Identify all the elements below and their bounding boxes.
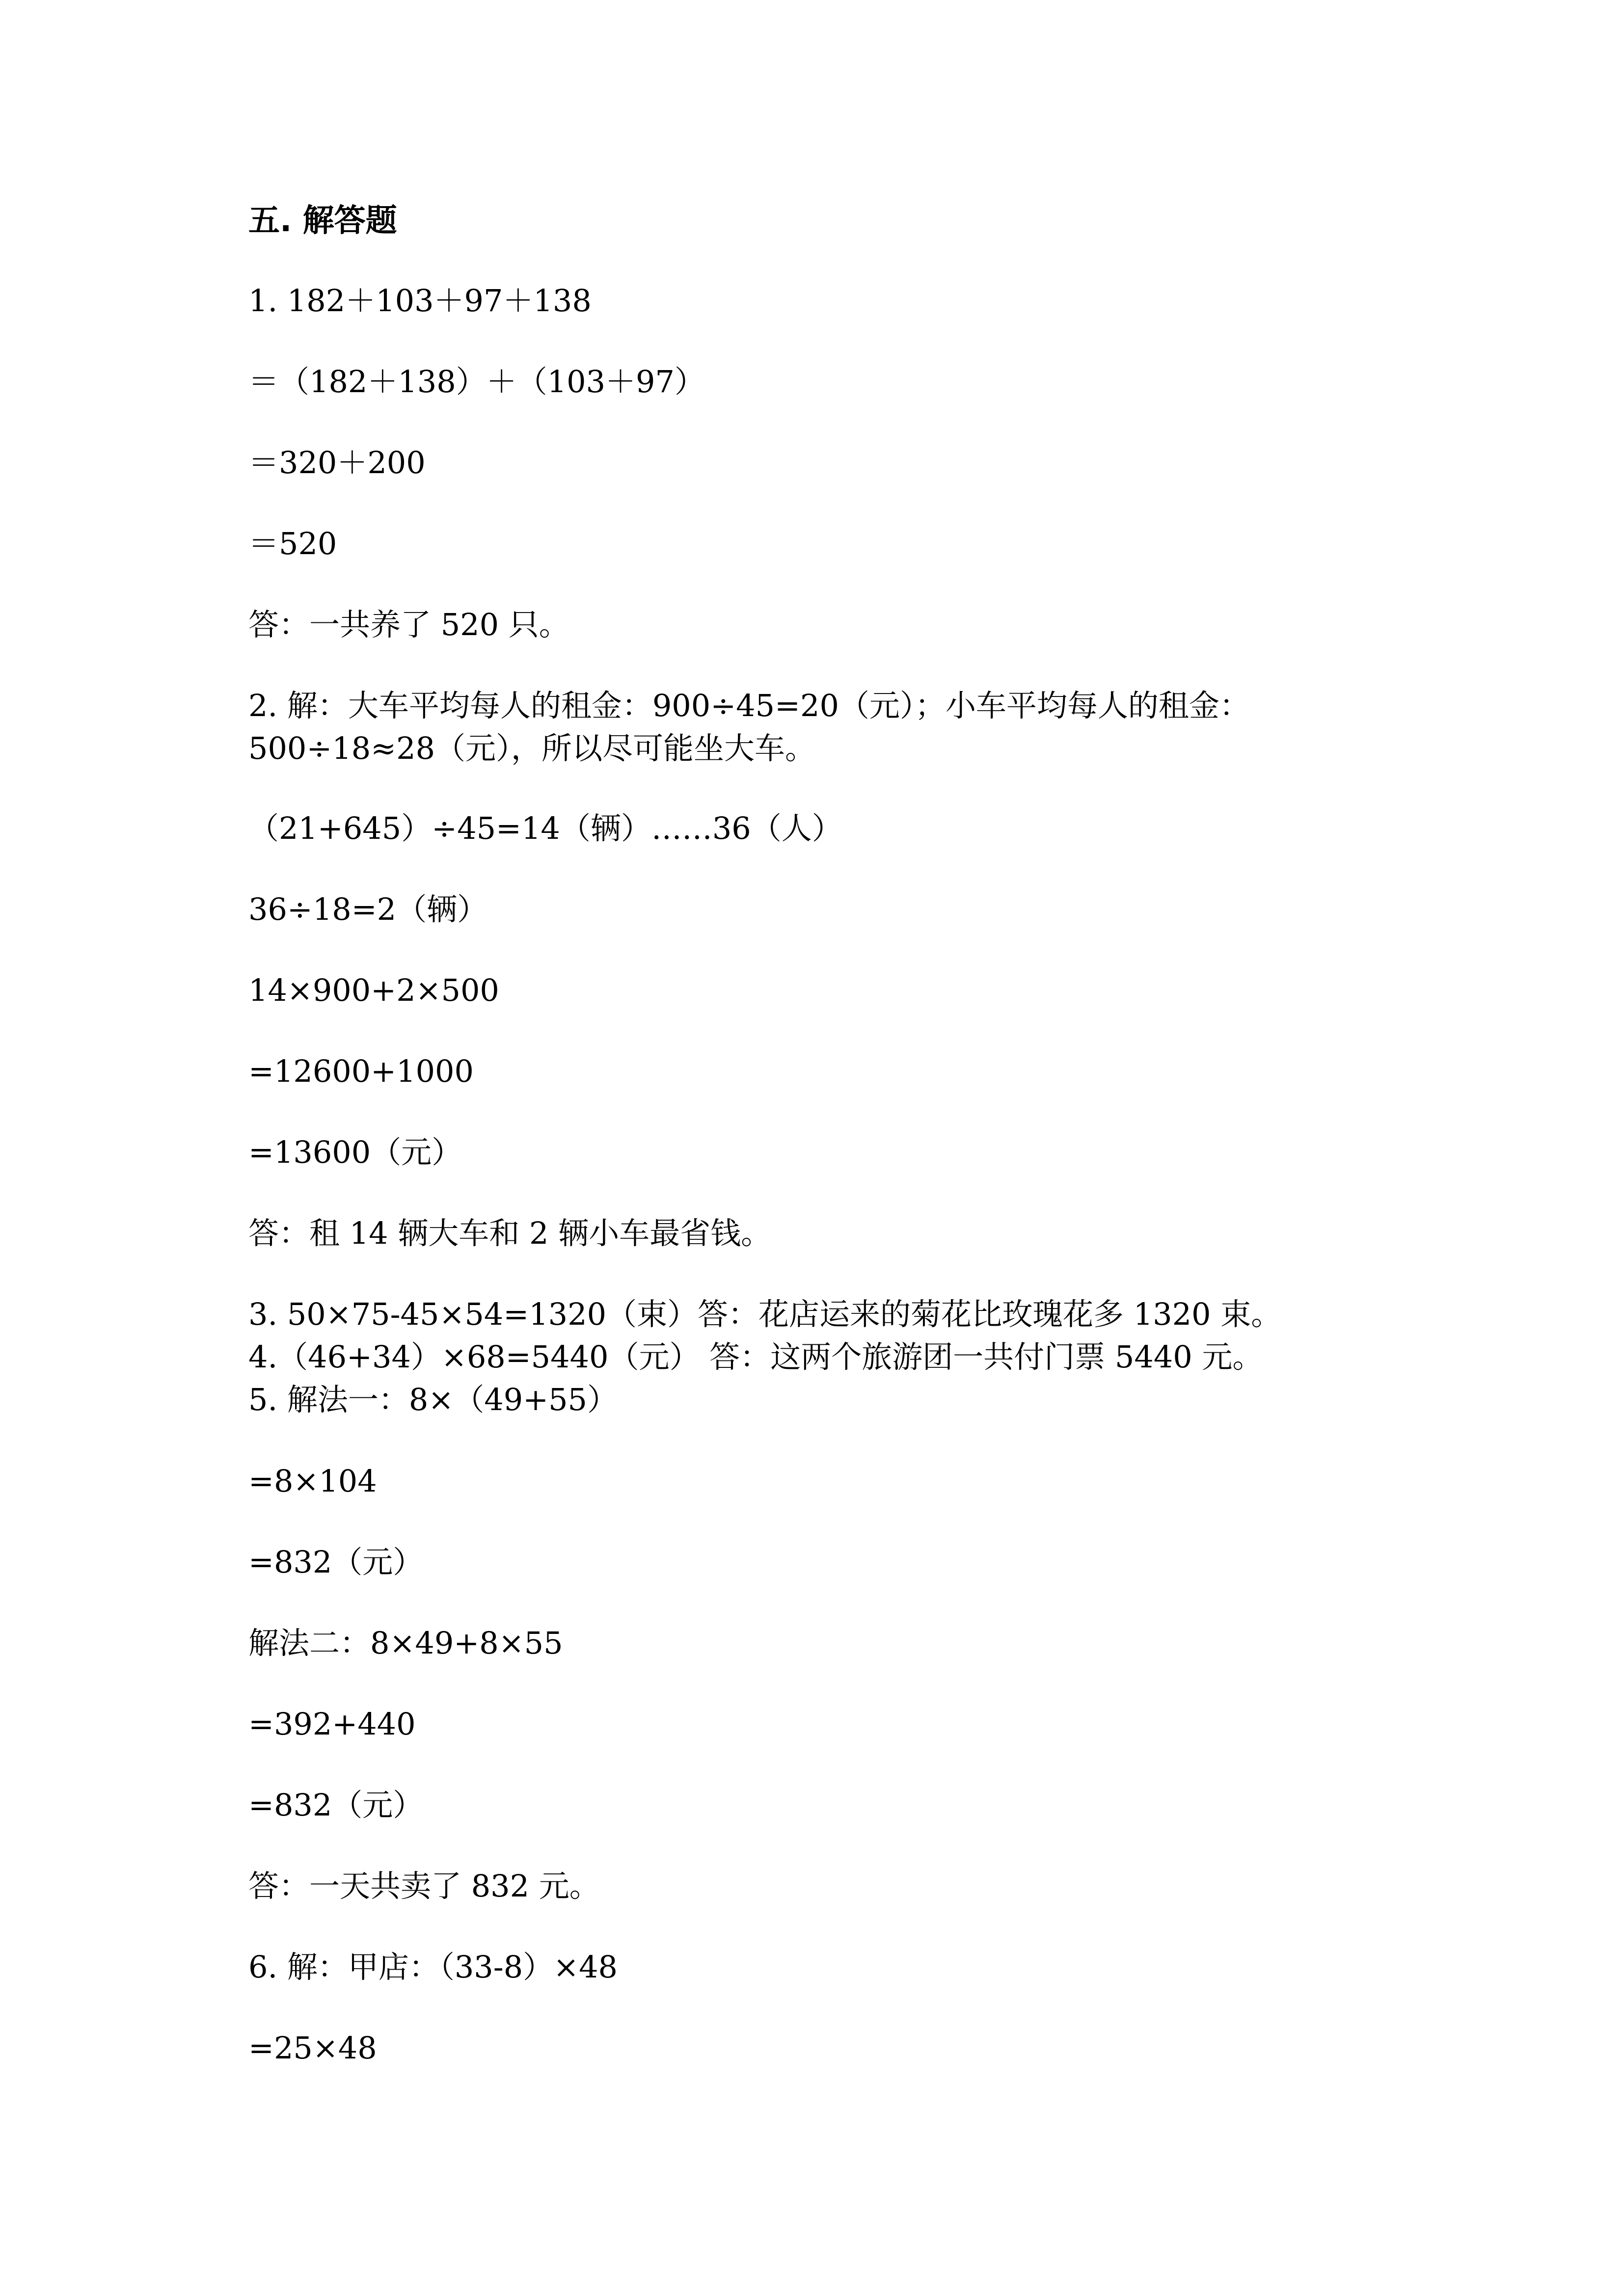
text-line: =25×48 [248, 2030, 377, 2066]
text-line: ＝（182＋138）＋（103＋97） [248, 364, 705, 400]
section-title: 五. 解答题 [248, 203, 397, 239]
text-line: 2. 解：大车平均每人的租金：900÷45=20（元）；小车平均每人的租金： [248, 688, 1250, 723]
text-line: ＝320＋200 [248, 445, 426, 481]
text-line: 答：一共养了 520 只。 [248, 607, 569, 642]
text-line: 4.（46+34）×68=5440（元） 答：这两个旅游团一共付门票 5440 元。 [248, 1339, 1263, 1375]
text-line: 3. 50×75-45×54=1320（束）答：花店运来的菊花比玫瑰花多 1320 束。 [248, 1296, 1282, 1332]
text-line: （21+645）÷45=14（辆）……36（人） [248, 810, 842, 846]
text-line: 答：一天共卖了 832 元。 [248, 1868, 600, 1904]
text-line: ＝520 [248, 526, 337, 561]
text-line: 14×900+2×500 [248, 972, 499, 1008]
text-line: =8×104 [248, 1463, 377, 1499]
text-line: 6. 解：甲店：（33-8）×48 [248, 1949, 618, 1985]
text-line: =392+440 [248, 1706, 416, 1742]
text-line: =832（元） [248, 1787, 424, 1823]
text-line: 5. 解法一：8×（49+55） [248, 1382, 618, 1417]
text-line: =832（元） [248, 1544, 424, 1580]
text-line: 1. 182＋103＋97＋138 [248, 283, 592, 319]
text-line: 500÷18≈28（元），所以尽可能坐大车。 [248, 730, 816, 766]
text-line: 解法二：8×49+8×55 [248, 1625, 563, 1661]
text-line: =12600+1000 [248, 1053, 474, 1089]
text-line: =13600（元） [248, 1134, 462, 1170]
text-line: 36÷18=2（辆） [248, 891, 488, 927]
text-line: 答：租 14 辆大车和 2 辆小车最省钱。 [248, 1215, 772, 1251]
